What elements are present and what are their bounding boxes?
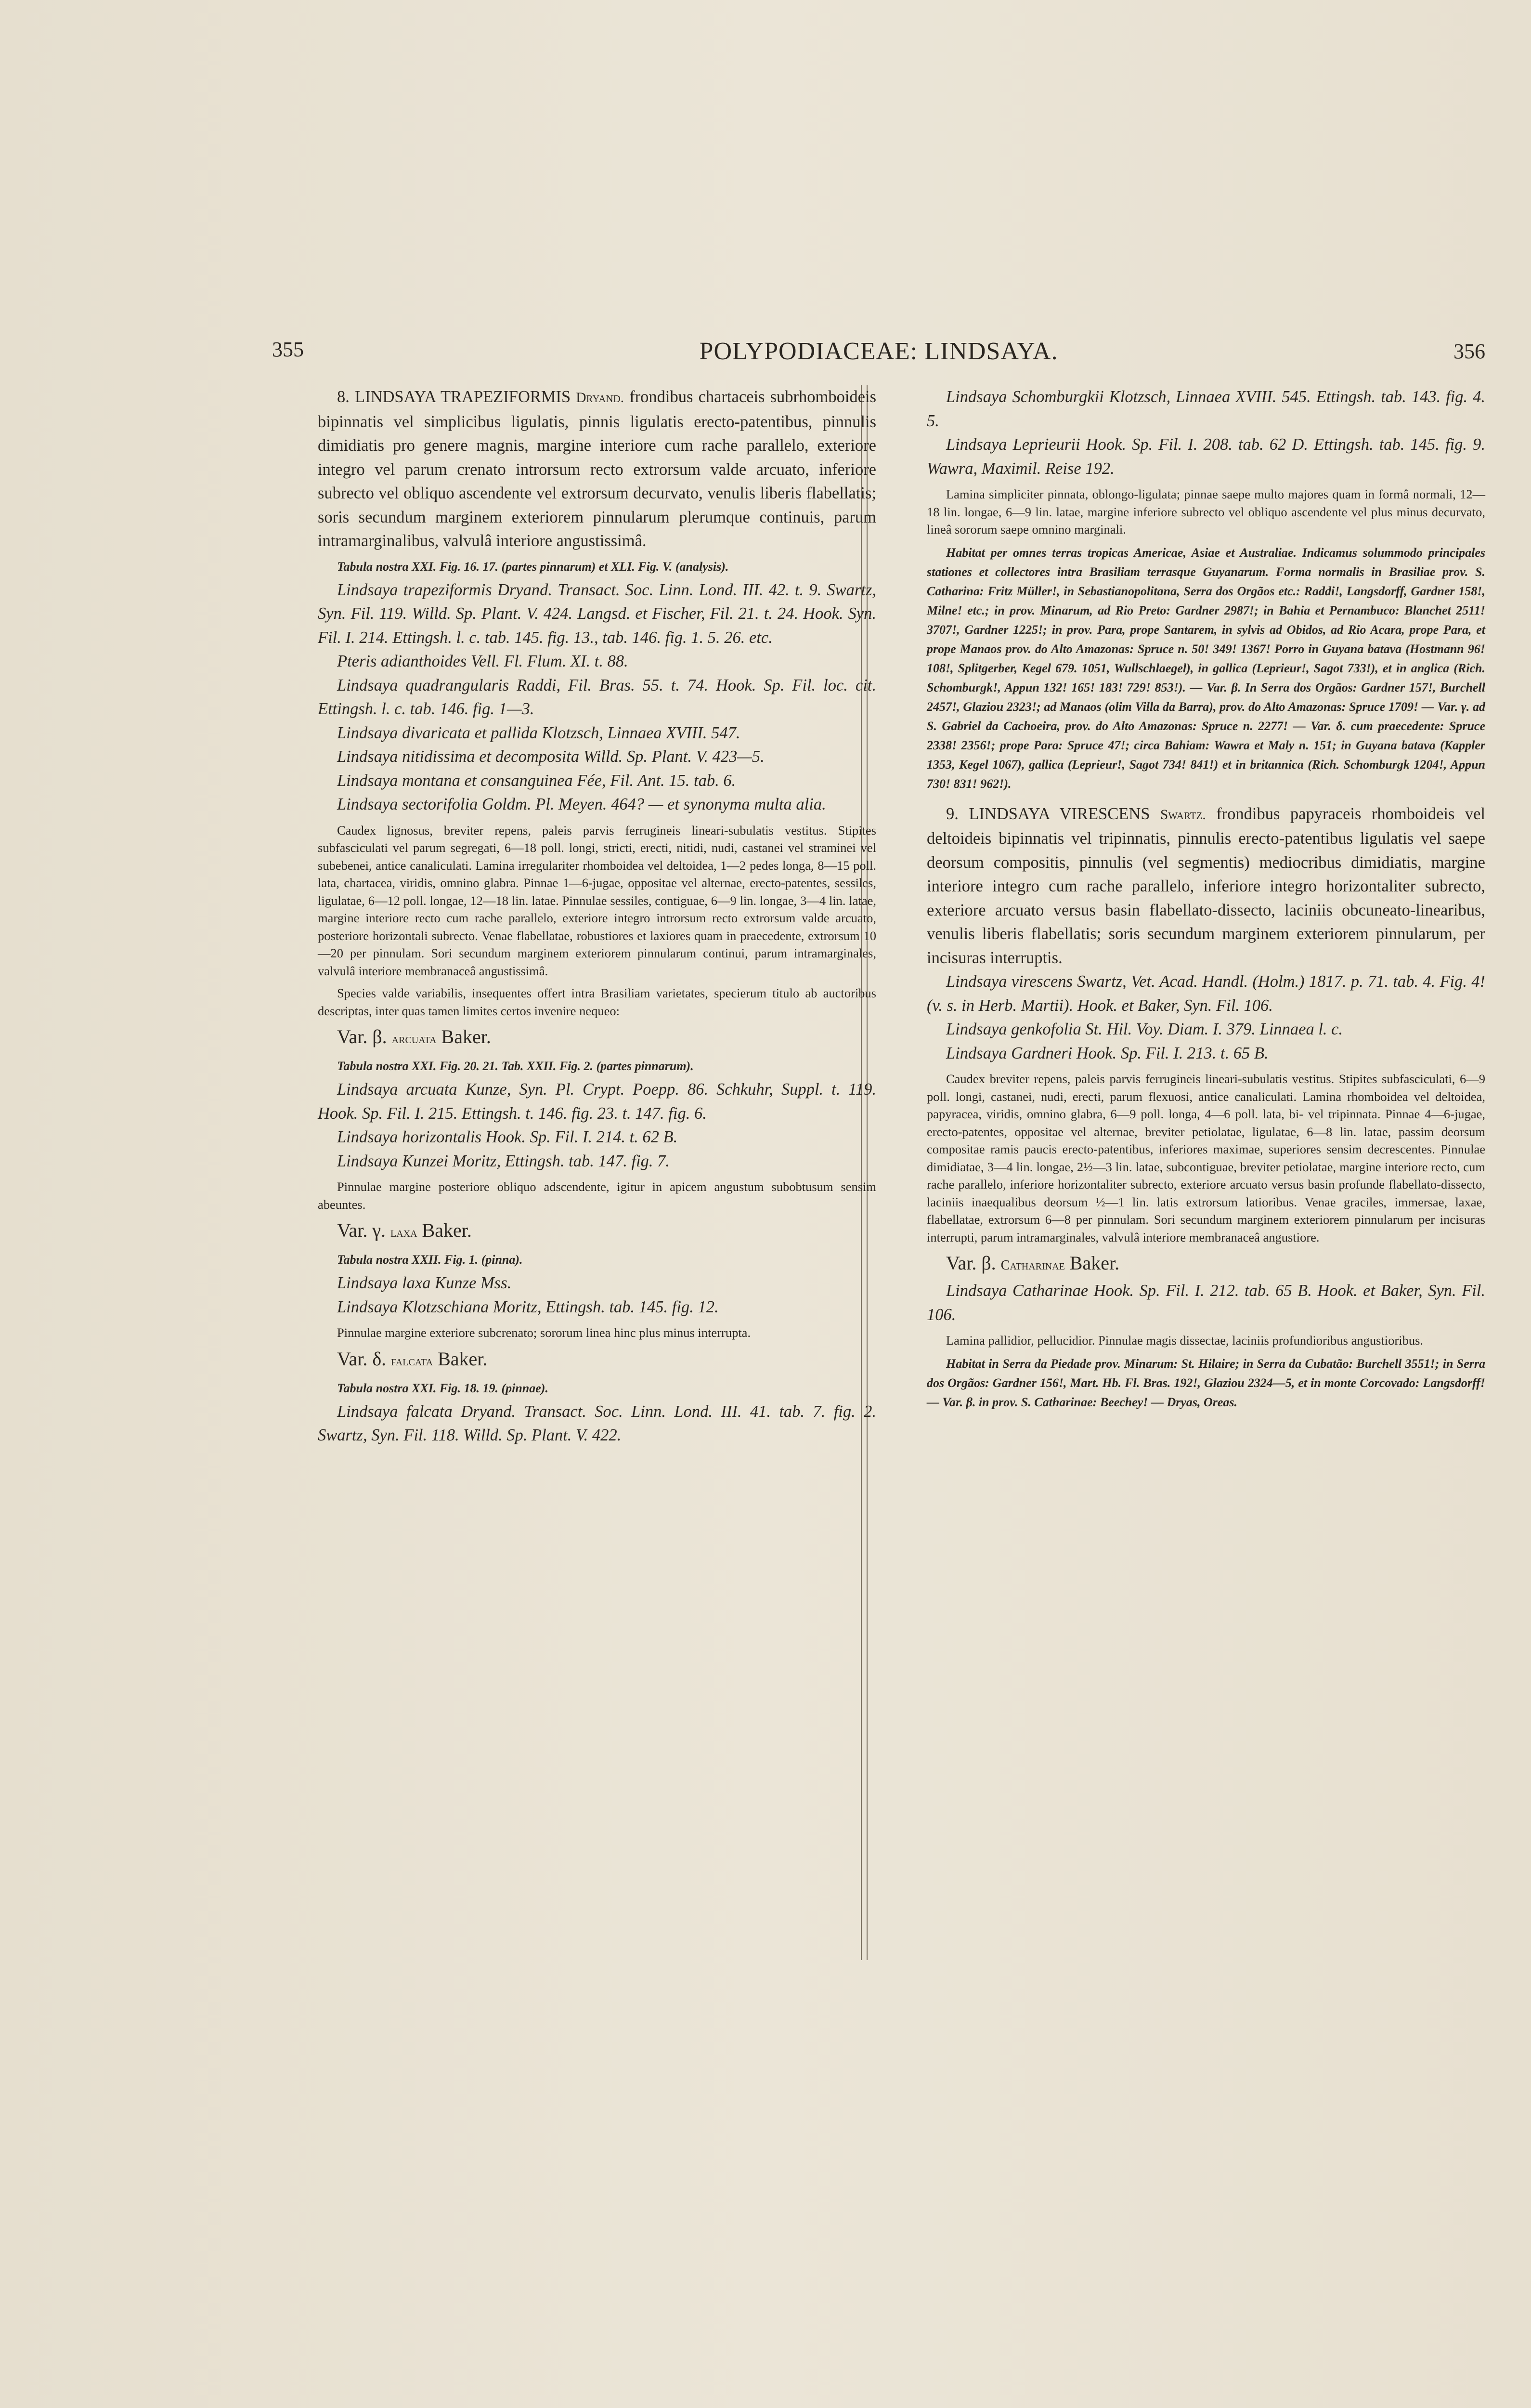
synonym-reference: Lindsaya horizontalis Hook. Sp. Fil. I. 214. t. 62 B. [337, 1128, 678, 1146]
running-title: POLYPODIACEAE: LINDSAYA. [699, 338, 1058, 365]
habitat-paragraph: Habitat in Serra da Piedade prov. Minarum: St. Hilaire; in Serra da Cubatão: Burchell 3551!; in Serra dos Orgãos: Gardner 156!, Mart. Hb. Fl. Bras. 192!, Glaziou 2324—5, et in monte Corcovado: Langsdorff! — Var. β. in prov. S. Catharinae: Beechey! — Dryas, Oreas. [927, 1356, 1485, 1409]
variety-beta-heading: Var. β. Catharinae Baker. [946, 1252, 1120, 1274]
species-9-diagnosis: frondibus papyraceis rhomboideis vel deltoideis bipinnatis vel tripinnatis, pinnulis erecto-patentibus ligulatis vel saepe deorsum compositis, pinnulis (vel segmentis) mediocribus dimidiatis, margine interiore integro cum rache parallelo, inferiore integro horizontaliter subrecto, exteriore arcuato versus basin flabellato-dissecto, laciniis obcuneato-linearibus, venulis liberis flabellatis; soris secundum marginem exteriorem pinnularum, per incisuras interruptis. [927, 804, 1486, 967]
synonym-reference: Lindsaya quadrangularis Raddi, Fil. Bras. 55. t. 74. Hook. Sp. Fil. loc. cit. Ettingsh. l. c. tab. 146. fig. 1—3. [318, 676, 876, 718]
synonym-reference: Lindsaya Catharinae Hook. Sp. Fil. I. 212. tab. 65 B. Hook. et Baker, Syn. Fil. 106. [927, 1282, 1485, 1324]
synonym-reference: Lindsaya Gardneri Hook. Sp. Fil. I. 213. t. 65 B. [946, 1044, 1269, 1062]
morphology-description: Caudex breviter repens, paleis parvis ferrugineis lineari-subulatis vestitus. Stipites subfasciculati, 6—9 poll. longi, castanei, nudi, erecti, parum flexuosi, antice canaliculati. Lamina rhomboidea vel deltoidea, papyracea, viridis, omnino glabra, 6—9 poll. longa, 4—6 poll. lata, bi- vel tripinnata. Pinnae 4—6-jugae, erecto-patentes, oppositae vel alternae, breviter petiolatae, ligulatae, 6—8 lin. latae, passim deorsum compositae ramis paucis erecto-patentibus, inferiores maximae, superiores sensim decrescentes. Pinnulae dimidiatae, 3—4 lin. longae, 2½—3 lin. latae, subcontiguae, breviter petiolatae, margine interiore recto, cum rache parallelo, inferiore horizontaliter subrecto, exteriore arcuato versus basin profunde flabellato-dissecto, laciniis inaequalibus deorsum ½—1 lin. latis extrorsum latioribus. Venae graciles, immersae, laxae, flabellatae, extrorsum 6—8 per pinnulam. Sori secundum marginem exteriorem pinnularum per incisuras interrupti, parum intramarginales, valvulâ interiore membranaceâ angustiore. [927, 1072, 1485, 1244]
left-column [318, 385, 876, 1448]
right-column [927, 385, 1485, 1417]
plate-reference: Tabula nostra XXI. Fig. 18. 19. (pinnae). [337, 1381, 548, 1395]
variety-description: Lamina pallidior, pellucidior. Pinnulae magis dissectae, laciniis profundioribus angustioribus. [946, 1333, 1424, 1348]
variety-description: Pinnulae margine posteriore obliquo adscendente, igitur in apicem angustum subobtusum sensim abeuntes. [318, 1179, 876, 1212]
synonym-reference: Lindsaya Schomburgkii Klotzsch, Linnaea XVIII. 545. Ettingsh. tab. 143. fig. 4. 5. [927, 388, 1485, 430]
synonym-reference: Pteris adianthoides Vell. Fl. Flum. XI. t. 88. [337, 652, 628, 670]
synonym-reference: Lindsaya falcata Dryand. Transact. Soc. Linn. Lond. III. 41. tab. 7. fig. 2. Swartz, Syn. Fil. 118. Willd. Sp. Plant. V. 422. [318, 1402, 876, 1444]
page-number-left: 355 [272, 338, 304, 361]
synonym-reference: Lindsaya trapeziformis Dryand. Transact. Soc. Linn. Lond. III. 42. t. 9. Swartz, Syn. Fil. 119. Willd. Sp. Plant. V. 424. Langsd. et Fischer, Fil. 21. t. 24. Hook. Syn. Fil. I. 214. Ettingsh. l. c. tab. 145. fig. 13., tab. 146. fig. 1. 5. 26. etc. [318, 580, 876, 647]
variety-beta-heading: Var. β. arcuata Baker. [337, 1026, 491, 1047]
synonym-reference: Lindsaya virescens Swartz, Vet. Acad. Handl. (Holm.) 1817. p. 71. tab. 4. Fig. 4! (v. s. in Herb. Martii). Hook. et Baker, Syn. Fil. 106. [927, 972, 1485, 1015]
plate-reference: Tabula nostra XXI. Fig. 20. 21. Tab. XXII. Fig. 2. (partes pinnarum). [337, 1059, 694, 1073]
page-header [272, 337, 1485, 371]
synonym-reference: Lindsaya arcuata Kunze, Syn. Pl. Crypt. Poepp. 86. Schkuhr, Suppl. t. 119. Hook. Sp. Fil. I. 215. Ettingsh. t. 146. fig. 23. t. 147. fig. 6. [318, 1080, 876, 1123]
plate-reference: Tabula nostra XXII. Fig. 1. (pinna). [337, 1253, 523, 1267]
synonym-reference: Lindsaya Klotzschiana Moritz, Ettingsh. tab. 145. fig. 12. [337, 1297, 719, 1316]
synonym-reference: Lindsaya laxa Kunze Mss. [337, 1274, 512, 1292]
plate-reference: Tabula nostra XXI. Fig. 16. 17. (partes pinnarum) et XLI. Fig. V. (analysis). [337, 559, 729, 574]
variety-delta-heading: Var. δ. falcata Baker. [337, 1348, 488, 1370]
species-8-entry [318, 385, 876, 553]
species-8-author: Dryand. [576, 390, 624, 406]
species-9-heading: 9. LINDSAYA VIRESCENS [946, 804, 1150, 823]
species-9-author: Swartz. [1160, 807, 1206, 823]
synonym-reference: Lindsaya Leprieurii Hook. Sp. Fil. I. 208. tab. 62 D. Ettingsh. tab. 145. fig. 9. Wawra, Maximil. Reise 192. [927, 435, 1485, 478]
variety-description: Lamina simpliciter pinnata, oblongo-ligulata; pinnae saepe multo majores quam in formâ normali, 12—18 lin. longae, 6—9 lin. latae, margine inferiore subrecto vel obliquo ascendente vel plus minus decurvato, lineâ sororum saepe omnino marginali. [927, 487, 1485, 537]
synonym-reference: Lindsaya divaricata et pallida Klotzsch, Linnaea XVIII. 547. [337, 723, 740, 742]
species-8-diagnosis: frondibus chartaceis subrhomboideis bipinnatis vel simplicibus ligulatis, pinnis ligulatis erecto-patentibus, pinnulis dimidiatis pro genere magnis, margine interiore cum rache parallelo, exteriore integro vel parum crenato introrsum recto extrorsum valde arcuato, inferiore subrecto vel obliquo ascendente vel extrorsum decurvato, venulis liberis flabellatis; soris secundum marginem exteriorem pinnularum plerumque continuis, parum intramarginalibus, valvulâ interiore angustissimâ. [318, 388, 877, 550]
variability-note: Species valde variabilis, insequentes offert intra Brasiliam varietates, specierum titulo ab auctoribus descriptas, inter quas tamen limites certos invenire nequeo: [318, 986, 876, 1018]
synonym-reference: Lindsaya genkofolia St. Hil. Voy. Diam. I. 379. Linnaea l. c. [946, 1020, 1343, 1038]
synonym-reference: Lindsaya sectorifolia Goldm. Pl. Meyen. 464? — et synonyma multa alia. [337, 795, 826, 813]
synonym-reference: Lindsaya Kunzei Moritz, Ettingsh. tab. 147. fig. 7. [337, 1152, 670, 1170]
synonym-reference: Lindsaya nitidissima et decomposita Willd. Sp. Plant. V. 423—5. [337, 747, 765, 766]
species-9-entry [927, 802, 1485, 970]
synonym-reference: Lindsaya montana et consanguinea Fée, Fil. Ant. 15. tab. 6. [337, 771, 736, 790]
morphology-description: Caudex lignosus, breviter repens, paleis parvis ferrugineis lineari-subulatis vestitus. Stipites subfasciculati vel parum segregati, 6—18 poll. longi, stricti, erecti, nitidi, nudi, castanei vel straminei vel subebenei, antice canaliculati. Lamina irregulariter rhomboidea vel deltoidea, 1—2 pedes longa, 8—15 poll. lata, chartacea, viridis, omnino glabra. Pinnae 1—6-jugae, oppositae vel alternae, erecto-patentes, sessiles, ligulatae, 6—12 poll. longae, 12—18 lin. latae. Pinnulae sessiles, contiguae, 6—9 lin. longae, 3—4 lin. latae, margine interiore recto cum rache parallelo, exteriore integro introrsum recto extrorsum valde arcuato, posteriore horizontali subrecto. Venae flabellatae, robustiores et laxiores quam in praecedente, extrorsum 10—20 per pinnulam. Sori secundum marginem exteriorem pinnularum continui, parum intramarginales, valvulâ interiore membranaceâ angustissimâ. [318, 823, 876, 978]
variety-gamma-heading: Var. γ. laxa Baker. [337, 1219, 472, 1241]
habitat-paragraph: Habitat per omnes terras tropicas Americae, Asiae et Australiae. Indicamus solummodo principales stationes et collectores intra Brasiliam terrasque Guyanarum. Forma normalis in Brasiliae prov. S. Catharina: Fritz Müller!, in Sebastianopolitana, Serra dos Orgãos etc.: Raddi!, Langsdorff, Gardner 158!, Milne! etc.; in prov. Minarum, ad Rio Preto: Gardner 2987!; in Bahia et Pernambuco: Blanchet 2511! 3707!, Gardner 1225!; in prov. Para, prope Santarem, in sylvis ad Obidos, ad Rio Acara, prope Para, et prope Manaos prov. do Alto Amazonas: Spruce n. 50! 349! 1367! Porro in Guyana batava (Hostmann 96! 108!, Splitgerber, Kegel 679. 1051, Wullschlaegel), in gallica (Leprieur!, Sagot 733!), et in anglica (Rich. Schomburgk!, Appun 132! 165! 183! 729! 853!). — Var. β. In Serra dos Orgãos: Gardner 157!, Burchell 2457!, Glaziou 2323!; ad Manaos (olim Villa da Barra), prov. do Alto Amazonas: Spruce 1709! — Var. γ. ad S. Gabriel da Cachoeira, prov. do Alto Amazonas: Spruce n. 2277! — Var. δ. cum praecedente: Spruce 2338! 2356!; prope Para: Spruce 47!; circa Bahiam: Wawra et Maly n. 151; in Guyana batava (Kappler 1353, Kegel 1067), gallica (Leprieur!, Sagot 734! 841!) et in britannica (Rich. Schomburgk 1204!, Appun 730! 831! 962!). [927, 545, 1485, 791]
species-8-heading: 8. LINDSAYA TRAPEZIFORMIS [337, 388, 571, 406]
page-number-right: 356 [1453, 340, 1485, 363]
variety-description: Pinnulae margine exteriore subcrenato; sororum linea hinc plus minus interrupta. [337, 1325, 751, 1340]
